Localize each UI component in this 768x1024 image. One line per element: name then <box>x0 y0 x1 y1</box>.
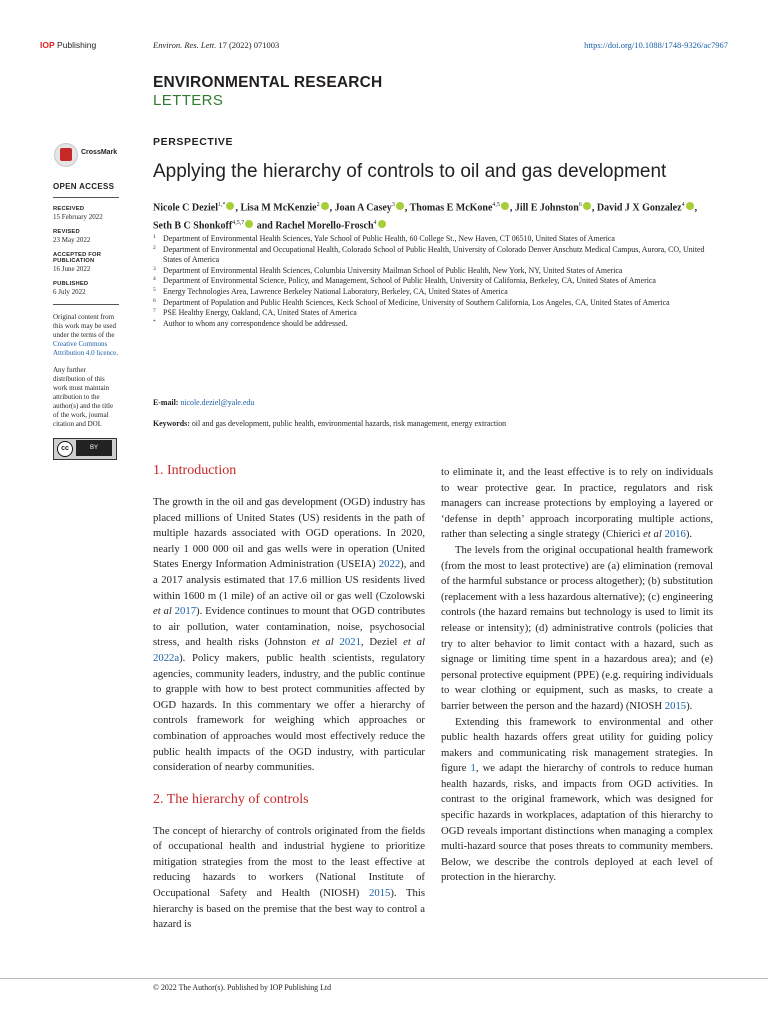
copyright-footer: © 2022 The Author(s). Published by IOP Publishing Ltd <box>153 983 332 992</box>
affiliation-number: * <box>153 318 156 325</box>
keywords-text: oil and gas development, public health, environmental hazards, risk management, energy extraction <box>191 419 507 428</box>
text: ). <box>686 699 693 712</box>
keywords <box>153 419 506 428</box>
date-label: REVISED <box>53 229 80 235</box>
open-access-label: OPEN ACCESS <box>53 182 115 191</box>
body-column-right <box>441 465 713 886</box>
et-al: et al <box>643 528 662 541</box>
running-header <box>0 40 768 56</box>
citation-link[interactable]: 2021 <box>339 636 361 649</box>
citation-link[interactable]: 2015 <box>368 887 391 900</box>
by-icon: BY <box>76 440 112 456</box>
affiliation-text: PSE Healthy Energy, Oakland, CA, United States of America <box>163 308 357 318</box>
affiliation-number: 2 <box>153 244 156 251</box>
author-name: Jill E Johnston <box>514 202 579 214</box>
affiliation-text: Department of Environmental Health Sciences, Columbia University Mailman School of Public Health, New York, NY, United States of America <box>163 265 623 275</box>
affiliation-text: Department of Population and Public Health Sciences, Keck School of Medicine, University of Southern California, Los Angeles, CA, United States of America <box>163 297 670 307</box>
orcid-icon[interactable] <box>396 202 404 210</box>
orcid-icon[interactable] <box>686 202 694 210</box>
citation-link[interactable]: 2022 <box>378 558 401 571</box>
publisher-name: Publishing <box>57 40 97 50</box>
email-link[interactable]: nicole.deziel@yale.edu <box>180 398 255 407</box>
date-value: 16 June 2022 <box>53 265 91 273</box>
affiliation-number: 3 <box>153 265 156 272</box>
author-affiliation-marker: 4,5,7 <box>232 219 245 226</box>
author-affiliation-marker: 4 <box>681 202 685 208</box>
orcid-icon[interactable] <box>226 202 234 210</box>
text: ). Evidence continues to mount that OGD contributes to air pollution, water contamination, noise, psychosocial stress, and health risks (Johnston <box>153 605 426 649</box>
affiliation-text: Department of Environmental Health Sciences, Yale School of Public Health, 60 College St., New Haven, CT 06510, United States of America <box>163 234 615 243</box>
cc-by-badge[interactable] <box>53 438 117 460</box>
journal-name: ENVIRONMENTAL RESEARCH <box>153 74 383 91</box>
paragraph <box>153 824 425 933</box>
attribution-statement: Any further distribution of this work must maintain attribution to the author(s) and the title of the work, journal citation and DOI. <box>53 366 114 428</box>
author-affiliation-marker: 6 <box>578 202 582 208</box>
affiliation-list <box>153 234 713 329</box>
date-value: 6 July 2022 <box>53 288 86 296</box>
citation-link[interactable]: 2017 <box>174 605 197 618</box>
paragraph <box>441 543 713 715</box>
license-text: Original content from this work may be used under the terms of the <box>53 313 116 339</box>
affiliation-item <box>153 308 713 319</box>
article-sidebar <box>53 182 119 460</box>
crossmark-badge[interactable] <box>54 143 134 167</box>
author-affiliation-marker: 4 <box>373 219 377 226</box>
date-label: RECEIVED <box>53 206 85 212</box>
affiliation-item <box>153 319 713 330</box>
et-al: et al <box>311 636 334 649</box>
doi-link[interactable]: https://doi.org/10.1088/1748-9326/ac7967 <box>584 40 728 50</box>
citation-link[interactable]: 2016 <box>664 528 686 541</box>
cc-icon: cc <box>57 441 73 457</box>
publication-dates <box>53 206 119 296</box>
sidebar-divider <box>53 304 119 305</box>
article-title: Applying the hierarchy of controls to oil and gas development <box>153 161 667 182</box>
citation-link[interactable]: 2015 <box>664 699 687 712</box>
text: ). Policy makers, public health scientists, regulatory agencies, community leaders, industry, and the public continue to grapple with how to best protect communities affected by OGD hazards. In this commentary we offer a hierarchy of controls framework for weighing which approaches or combination of approaches would most effectively reduce the public health impacts of the OGD industry, with particular consideration of nearby communities. <box>153 651 425 774</box>
affiliation-text: Author to whom any correspondence should be addressed. <box>163 318 348 328</box>
et-al: et al <box>403 636 425 649</box>
text: ). <box>685 528 693 541</box>
paragraph <box>441 465 713 543</box>
text: The growth in the oil and gas development (OGD) industry has placed millions of United States (US) residents in the path of multiple hazards associated with OGD operations. In 2020, nearly 1 000 000 oil and gas wells were in operation (United States Energy Information Administration (USEIA) <box>153 496 425 571</box>
keywords-label: Keywords: <box>153 419 190 428</box>
spacer <box>153 776 425 790</box>
affiliation-number: 5 <box>153 286 156 293</box>
affiliation-text: Department of Environmental and Occupational Health, Colorado School of Public Health, University of Colorado Denver Anschutz Medical Campus, Aurora, CO, United States of America <box>163 244 705 265</box>
affiliation-item <box>153 234 713 245</box>
body-column-left <box>153 461 425 933</box>
orcid-icon[interactable] <box>245 220 253 228</box>
crossmark-icon <box>54 143 78 167</box>
publisher-logo <box>40 40 96 50</box>
et-al: et al <box>153 605 172 618</box>
correspondence-email <box>153 398 254 407</box>
article-type: PERSPECTIVE <box>153 136 234 148</box>
orcid-icon[interactable] <box>378 220 386 228</box>
journal-abbrev: Environ. Res. Lett. <box>153 40 217 50</box>
author-name: Nicole C Deziel <box>153 202 218 214</box>
author-name: Seth B C Shonkoff <box>153 220 233 232</box>
section-heading-introduction: 1. Introduction <box>153 463 237 478</box>
paragraph <box>153 495 425 776</box>
affiliation-number: 4 <box>153 276 156 283</box>
citation-link[interactable]: 2022a <box>153 651 180 664</box>
date-label: ACCEPTED FOR PUBLICATION <box>53 252 102 264</box>
author-name: Joan A Casey <box>334 202 392 214</box>
author-affiliation-marker: 4,5 <box>492 202 500 208</box>
figure-link[interactable]: 1 <box>470 762 476 775</box>
journal-citation <box>153 40 279 50</box>
affiliation-item <box>153 298 713 309</box>
cc-license-link[interactable]: Creative Commons Attribution 4.0 licence <box>53 340 117 357</box>
text: to eliminate it, and the least effective is to rely on individuals to wear protective gear. In practice, regulators and risk managers can increase protections by employing a layered or ‘defense in depth’ approach incorporating multiple actions, rather than selecting a single strategy (Chierici <box>441 466 713 541</box>
affiliation-number: 6 <box>153 297 156 304</box>
author-name: David J X Gonzalez <box>596 202 682 214</box>
crossmark-label: CrossMark <box>81 149 118 156</box>
affiliation-item <box>153 276 713 287</box>
author-list: Nicole C Deziel$^{1,*}$ , Lisa M McKenzie$^2$ , Joan A Casey$^3$ , Thomas E McKone$^{4,5}$ , Jill E Johnston$^6$ , David J X Gonzalez$^4$ , Seth B C Shonkoff$^{4,5,7}$ and Rachel Morello-Frosch$^4$ <box>153 202 698 232</box>
affiliation-item <box>153 266 713 277</box>
sidebar-divider <box>53 197 119 198</box>
license-statement <box>53 313 119 358</box>
text: The concept of hierarchy of controls originated from the fields of occupational health and industrial hygiene to prioritize mitigation strategies from the most to the least effective at reducing hazards to workers (National Institute of Occupational Safety and Health (NIOSH) <box>153 824 425 900</box>
affiliation-item <box>153 287 713 298</box>
footer-divider <box>0 978 768 979</box>
author-affiliation-marker: 2 <box>316 202 320 208</box>
text: ), and a 2017 analysis estimated that 17.6 million US residents lived within 1600 m (1 mile) of an active oil or gas well (Czolowski <box>153 558 425 602</box>
license-punct: . <box>116 349 118 357</box>
date-value: 15 February 2022 <box>53 213 103 221</box>
orcid-icon[interactable] <box>501 202 509 210</box>
affiliation-number: 7 <box>153 308 156 315</box>
text: , Deziel <box>360 636 404 649</box>
affiliation-item <box>153 245 713 266</box>
author-affiliation-marker: 3 <box>391 202 395 208</box>
text: The levels from the original occupational health framework (from the most to least protective) are (a) elimination (removal of the harmful substance or process altogether); (b) substitution (replacement with a less hazardous alternative); (c) engineering controls (the hazard remains but technology is used to limit its release or intensity); (d) administrative controls (policies that try to alter behavior to limit contact with a hazard, such as signage or limiting time spent in a hazardous area); and (e) personal protective equipment (PPE) (e.g. requiring individuals to wear clothing or equipment, such as masks, to create a barrier between the person and the hazard) (NIOSH <box>441 543 713 712</box>
author-name: Thomas E McKone <box>409 202 493 214</box>
affiliation-number: 1 <box>153 234 156 240</box>
text: Extending this framework to environmental and other public health hazards offers great utility for guiding policy makers and communicating risk management strategies. In figure <box>441 715 713 775</box>
email-label: E-mail: <box>153 398 179 407</box>
author-affiliation-marker: 1,* <box>217 202 226 208</box>
text: , we adapt the hierarchy of controls to reduce human health hazards, risks, and impacts from OGD activities. In contrast to the original framework, which was designed for specific hazards in workplaces, adaptation of this hierarchy to OGD reveals important distinctions when managing a complex multi-hazard source that poses threats to community members. Below, we describe the controls deployed at each level of protection in the hierarchy. <box>441 762 713 884</box>
date-label: PUBLISHED <box>53 281 89 287</box>
affiliation-text: Department of Environmental Science, Policy, and Management, School of Public Health, University of California, Berkeley, CA, United States of America <box>163 276 656 286</box>
orcid-icon[interactable] <box>583 202 591 210</box>
date-value: 23 May 2022 <box>53 236 91 244</box>
publisher-mark: IOP <box>40 40 55 50</box>
journal-subname: LETTERS <box>153 92 224 109</box>
paragraph <box>441 715 713 887</box>
orcid-icon[interactable] <box>321 202 329 210</box>
affiliation-text: Energy Technologies Area, Lawrence Berkeley National Laboratory, Berkeley, CA, United States of America <box>163 286 508 296</box>
volume-info: 17 (2022) 071003 <box>218 40 280 50</box>
section-heading-hierarchy: 2. The hierarchy of controls <box>153 791 309 807</box>
author-name: Rachel Morello-Frosch <box>275 220 374 232</box>
text: ). This hierarchy is based on the premise that the best way to control a hazard is <box>153 887 425 931</box>
author-name: Lisa M McKenzie <box>240 202 317 214</box>
